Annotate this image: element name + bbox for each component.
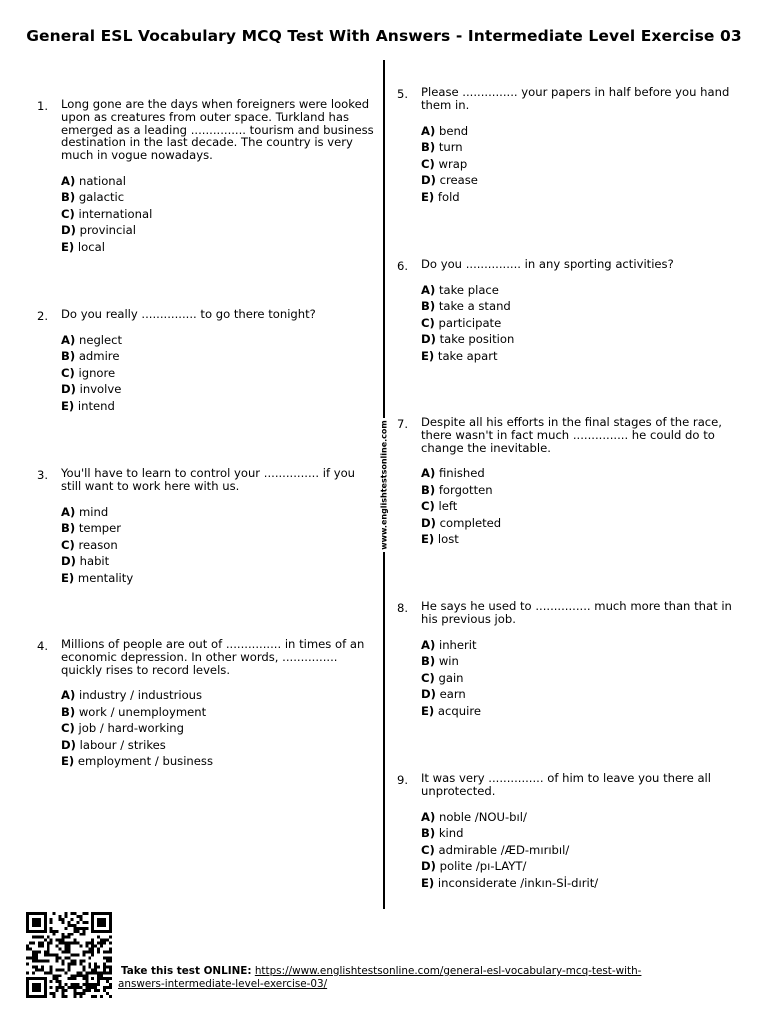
option-e[interactable]: E) inconsiderate /inkın-Sİ-dırit/: [421, 875, 599, 890]
test-online-link[interactable]: https://www.englishtestsonline.com/general-esl-vocabulary-mcq-test-with-answers-intermediate-level-exercise-03/: [118, 965, 642, 990]
option-e[interactable]: E) fold: [421, 189, 460, 204]
question-stem: Do you really ............... to go there tonight?: [61, 307, 316, 321]
option-e[interactable]: E) local: [61, 239, 105, 254]
question-1: [37, 97, 377, 256]
option-b[interactable]: B) galactic: [61, 190, 125, 205]
option-a[interactable]: A) mind: [61, 504, 109, 519]
option-c[interactable]: C) ignore: [61, 365, 116, 380]
option-c[interactable]: C) admirable /ÆD-mırıbıl/: [421, 842, 570, 857]
option-b[interactable]: B) turn: [421, 140, 463, 155]
option-e[interactable]: E) employment / business: [61, 754, 213, 769]
option-e[interactable]: E) mentality: [61, 570, 134, 585]
question-number: 7.: [397, 417, 409, 431]
option-d[interactable]: D) polite /pı-LAYT/: [421, 859, 527, 874]
option-b[interactable]: B) temper: [61, 521, 122, 536]
column-divider: [383, 552, 385, 909]
option-c[interactable]: C) left: [421, 499, 458, 514]
question-number: 9.: [397, 773, 409, 787]
option-a[interactable]: A) take place: [421, 282, 499, 297]
option-b[interactable]: B) forgotten: [421, 482, 493, 497]
option-a[interactable]: A) national: [61, 173, 126, 188]
option-d[interactable]: D) involve: [61, 382, 122, 397]
question-stem: Please ............... your papers in half before you hand them in.: [421, 85, 730, 112]
option-d[interactable]: D) crease: [421, 173, 478, 188]
option-d[interactable]: D) earn: [421, 687, 466, 702]
question-5: [397, 85, 739, 206]
option-c[interactable]: C) gain: [421, 670, 464, 685]
option-e[interactable]: E) take apart: [421, 348, 498, 363]
option-d[interactable]: D) labour / strikes: [61, 737, 166, 752]
option-e[interactable]: E) lost: [421, 532, 459, 547]
question-number: 6.: [397, 259, 409, 273]
option-a[interactable]: A) inherit: [421, 637, 477, 652]
option-d[interactable]: D) provincial: [61, 223, 136, 238]
question-stem: Long gone are the days when foreigners were looked upon as creatures from outer space. Turkland has emerged as a leading ............... tourism and business destination in the last decade. The country is very much in vogue nowadays.: [61, 97, 374, 163]
qr-code-image: [25, 912, 113, 998]
option-c[interactable]: C) participate: [421, 315, 502, 330]
option-c[interactable]: C) job / hard-working: [61, 721, 184, 736]
option-a[interactable]: A) neglect: [61, 332, 123, 347]
question-7: [397, 415, 739, 549]
question-stem: It was very ............... of him to leave you there all unprotected.: [421, 771, 711, 798]
question-number: 8.: [397, 601, 409, 615]
footer: [118, 965, 678, 990]
question-stem: Millions of people are out of ............... in times of an economic depression. In other words, ............... quickly rises to record levels.: [61, 637, 365, 677]
option-d[interactable]: D) completed: [421, 515, 502, 530]
question-3: [37, 466, 377, 587]
option-a[interactable]: A) noble /NOU-bıl/: [421, 809, 527, 824]
question-stem: He says he used to ............... much more than that in his previous job.: [421, 599, 732, 626]
question-2: [37, 307, 377, 415]
option-e[interactable]: E) acquire: [421, 703, 481, 718]
option-b[interactable]: B) win: [421, 654, 459, 669]
watermark-text: www.englishtestsonline.com: [379, 420, 389, 550]
question-4: [37, 637, 377, 771]
option-b[interactable]: B) admire: [61, 349, 120, 364]
option-b[interactable]: B) take a stand: [421, 299, 511, 314]
question-number: 4.: [37, 639, 49, 653]
question-stem: You'll have to learn to control your ............... if you still want to work here with us.: [61, 466, 356, 493]
option-b[interactable]: B) kind: [421, 826, 464, 841]
column-divider: [383, 60, 385, 418]
option-c[interactable]: C) wrap: [421, 156, 468, 171]
option-e[interactable]: E) intend: [61, 398, 115, 413]
page-title: General ESL Vocabulary MCQ Test With Answers - Intermediate Level Exercise 03: [26, 27, 742, 45]
option-a[interactable]: A) finished: [421, 466, 485, 481]
question-number: 5.: [397, 87, 409, 101]
qr-code[interactable]: [25, 912, 113, 998]
option-a[interactable]: A) industry / industrious: [61, 688, 203, 703]
footer-label: Take this test ONLINE:: [121, 965, 252, 977]
option-c[interactable]: C) reason: [61, 537, 118, 552]
option-a[interactable]: A) bend: [421, 123, 469, 138]
option-c[interactable]: C) international: [61, 206, 153, 221]
question-9: [397, 771, 739, 892]
question-6: [397, 257, 739, 365]
question-stem: Do you ............... in any sporting activities?: [421, 257, 674, 271]
question-number: 3.: [37, 468, 49, 482]
question-number: 2.: [37, 309, 49, 323]
option-d[interactable]: D) take position: [421, 332, 515, 347]
question-8: [397, 599, 739, 720]
question-number: 1.: [37, 99, 49, 113]
option-b[interactable]: B) work / unemployment: [61, 704, 207, 719]
question-stem: Despite all his efforts in the final stages of the race, there wasn't in fact much ............... he could do to change the inevitable.: [421, 415, 722, 455]
option-d[interactable]: D) habit: [61, 554, 110, 569]
